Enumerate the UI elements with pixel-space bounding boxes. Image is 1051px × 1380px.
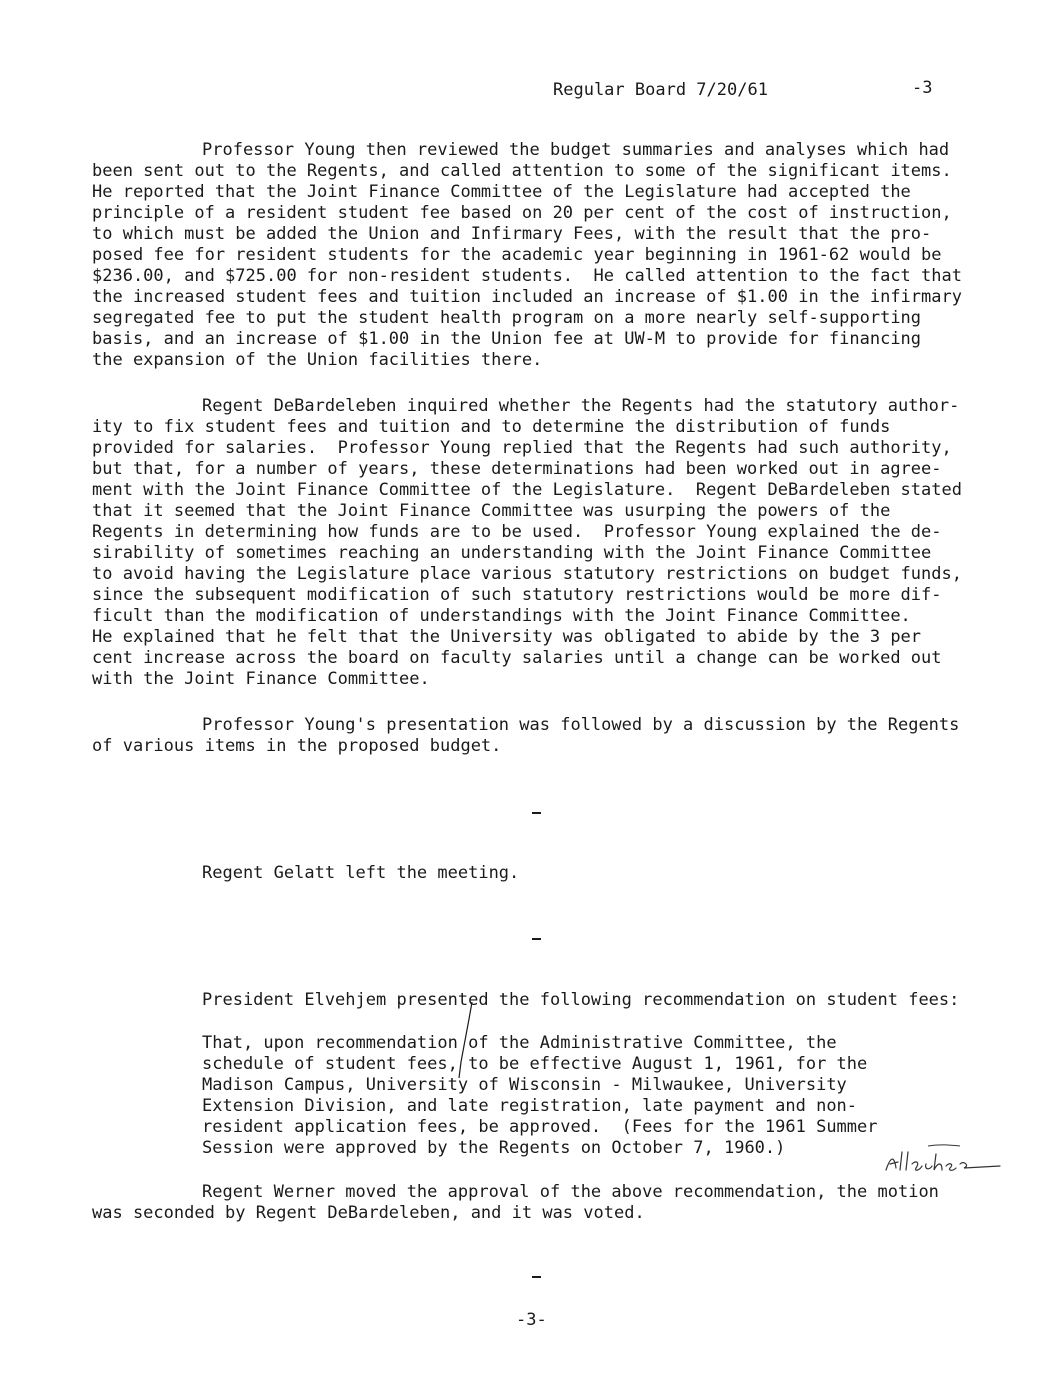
paragraph-line: Professor Young's presentation was followed by a discussion by the Regents: [202, 715, 960, 735]
paragraph-line: basis, and an increase of $1.00 in the Union fee at UW-M to provide for financing: [92, 329, 922, 349]
paragraph-line: segregated fee to put the student health program on a more nearly self-supporting: [92, 308, 922, 328]
recommendation-line: That, upon recommendation of the Administrative Committee, the: [202, 1033, 837, 1053]
paragraph-line: $236.00, and $725.00 for non-resident students. He called attention to the fact that: [92, 266, 962, 286]
paragraph-line: to which must be added the Union and Infirmary Fees, with the result that the pro-: [92, 224, 932, 244]
recommendation-line: Extension Division, and late registration, late payment and non-: [202, 1096, 858, 1116]
footer-page-number: -3-: [516, 1310, 547, 1330]
paragraph-line: the expansion of the Union facilities there.: [92, 350, 543, 370]
recommendation-line: schedule of student fees, to be effective August 1, 1961, for the: [202, 1054, 868, 1074]
paragraph-line: He explained that he felt that the University was obligated to abide by the 3 per: [92, 627, 922, 647]
paragraph-line: Professor Young then reviewed the budget summaries and analyses which had: [202, 140, 950, 160]
recommendation-line: resident application fees, be approved. (Fees for the 1961 Summer: [202, 1117, 878, 1137]
paragraph-line: since the subsequent modification of such statutory restrictions would be more dif-: [92, 585, 942, 605]
paragraph-line: ity to fix student fees and tuition and to determine the distribution of funds: [92, 417, 891, 437]
paragraph-line: with the Joint Finance Committee.: [92, 669, 430, 689]
handwritten-attached-note: [880, 1140, 1010, 1180]
intro-line: President Elvehjem presented the following recommendation on student fees:: [202, 990, 960, 1010]
motion-line: Regent Werner moved the approval of the above recommendation, the motion: [202, 1182, 939, 1202]
paragraph-line: principle of a resident student fee based on 20 per cent of the cost of instruction,: [92, 203, 952, 223]
pen-stroke-mark: [455, 1000, 475, 1080]
recommendation-line: Madison Campus, University of Wisconsin - Milwaukee, University: [202, 1075, 847, 1095]
section-separator: [532, 1276, 541, 1278]
paragraph-line: to avoid having the Legislature place various statutory restrictions on budget funds,: [92, 564, 962, 584]
paragraph-line: but that, for a number of years, these determinations had been worked out in agree-: [92, 459, 942, 479]
paragraph-line: sirability of sometimes reaching an understanding with the Joint Finance Committee: [92, 543, 932, 563]
header-page-marker: -3: [912, 78, 933, 98]
section-separator: [532, 938, 541, 940]
paragraph-line: been sent out to the Regents, and called attention to some of the significant items.: [92, 161, 952, 181]
paragraph-line: posed fee for resident students for the academic year beginning in 1961-62 would be: [92, 245, 942, 265]
paragraph-line: the increased student fees and tuition included an increase of $1.00 in the infirmary: [92, 287, 962, 307]
paragraph-line: ficult than the modification of understandings with the Joint Finance Committee.: [92, 606, 911, 626]
paragraph-line: provided for salaries. Professor Young replied that the Regents had such authority,: [92, 438, 952, 458]
recommendation-line: Session were approved by the Regents on October 7, 1960.): [202, 1138, 786, 1158]
motion-line: was seconded by Regent DeBardeleben, and it was voted.: [92, 1203, 645, 1223]
paragraph-line: cent increase across the board on faculty salaries until a change can be worked out: [92, 648, 942, 668]
paragraph-line: that it seemed that the Joint Finance Committee was usurping the powers of the: [92, 501, 891, 521]
section-separator: [532, 812, 541, 814]
paragraph-line: Regent DeBardeleben inquired whether the Regents had the statutory author-: [202, 396, 960, 416]
paragraph-line: of various items in the proposed budget.: [92, 736, 502, 756]
paragraph-line: ment with the Joint Finance Committee of the Legislature. Regent DeBardeleben stated: [92, 480, 962, 500]
header-title: Regular Board 7/20/61: [553, 80, 768, 100]
paragraph-line: Regents in determining how funds are to be used. Professor Young explained the de-: [92, 522, 942, 542]
note-line: Regent Gelatt left the meeting.: [202, 863, 520, 883]
paragraph-line: He reported that the Joint Finance Committee of the Legislature had accepted the: [92, 182, 911, 202]
